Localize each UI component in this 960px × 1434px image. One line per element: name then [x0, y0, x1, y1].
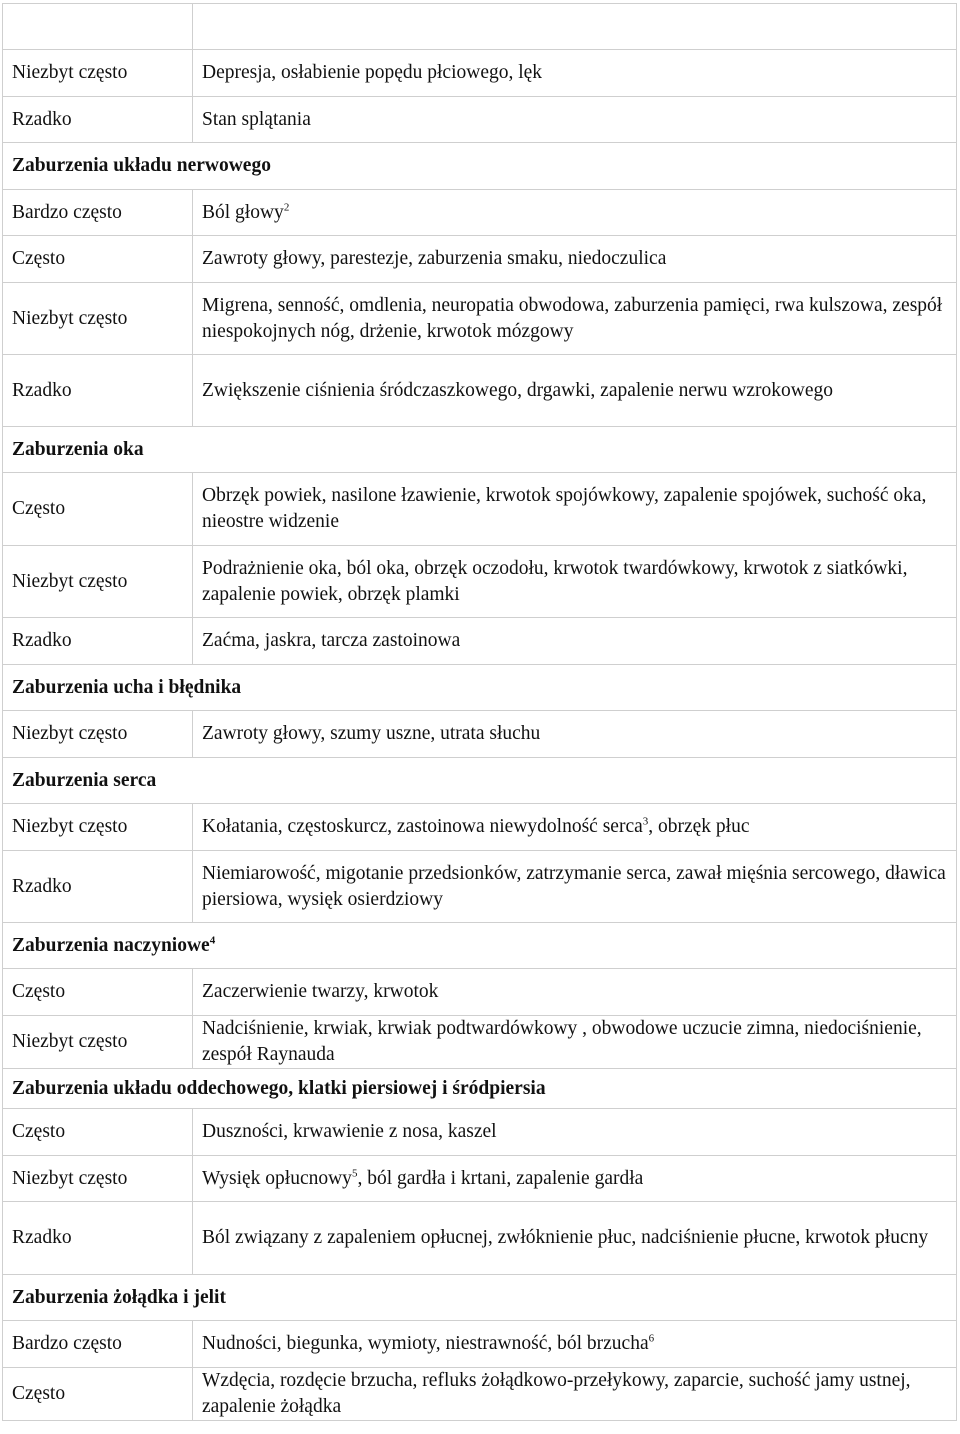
section-header-row — [3, 427, 957, 473]
effects-cell — [193, 1016, 957, 1069]
effects-text-continued: , ból gardła i krtani, zapalenie gardła — [357, 1167, 644, 1189]
frequency-cell: Rzadko — [3, 851, 193, 923]
frequency-cell: Rzadko — [3, 618, 193, 665]
frequency-cell: Rzadko — [3, 355, 193, 427]
section-title-text: Zaburzenia oka — [12, 438, 144, 460]
table-row — [3, 4, 957, 50]
table-row — [3, 546, 957, 618]
effects-text: Duszności, krwawienie z nosa, kaszel — [202, 1121, 497, 1142]
frequency-cell: Rzadko — [3, 1202, 193, 1275]
frequency-cell: Niezbyt często — [3, 546, 193, 618]
effects-text: Zaczerwienie twarzy, krwotok — [202, 981, 439, 1002]
effects-text: Ból związany z zapaleniem opłucnej, zwłóknienie płuc, nadciśnienie płucne, krwotok płucny — [202, 1227, 929, 1248]
effects-cell — [193, 969, 957, 1016]
effects-text: Podrażnienie oka, ból oka, obrzęk oczodołu, krwotok twardówkowy, krwotok z siatkówki, zapalenie powiek, obrzęk plamki — [202, 557, 908, 605]
effects-cell — [193, 711, 957, 758]
frequency-cell: Często — [3, 236, 193, 283]
table-row — [3, 711, 957, 758]
section-header-row — [3, 665, 957, 711]
adverse-effects-table-body — [3, 4, 957, 1421]
effects-cell — [193, 1202, 957, 1275]
section-title — [3, 1069, 957, 1109]
table-row — [3, 969, 957, 1016]
table-row — [3, 1202, 957, 1275]
effects-cell — [193, 851, 957, 923]
table-row — [3, 283, 957, 355]
section-title-text: Zaburzenia ucha i błędnika — [12, 676, 242, 698]
frequency-cell: Często — [3, 969, 193, 1016]
effects-text: Stan splątania — [202, 108, 311, 130]
effects-text: Nadciśnienie, krwiak, krwiak podtwardówkowy , obwodowe uczucie zimna, niedociśnienie, zespół Raynauda — [202, 1018, 922, 1065]
section-title-text: Zaburzenia układu nerwowego — [12, 155, 271, 176]
footnote-marker: 6 — [648, 1332, 655, 1345]
effects-text: Zaćma, jaskra, tarcza zastoinowa — [202, 630, 461, 651]
frequency-cell: Rzadko — [3, 97, 193, 143]
table-row — [3, 1109, 957, 1156]
table-row — [3, 1156, 957, 1202]
effects-cell — [193, 50, 957, 97]
section-header-row — [3, 143, 957, 190]
frequency-cell: Często — [3, 1368, 193, 1421]
section-header-row — [3, 1069, 957, 1109]
section-title — [3, 427, 957, 473]
effects-cell — [193, 1368, 957, 1421]
effects-cell — [193, 97, 957, 143]
section-header-row — [3, 758, 957, 804]
footnote-marker: 4 — [209, 934, 216, 946]
table-row — [3, 236, 957, 283]
effects-text: Nudności, biegunka, wymioty, niestrawność, ból brzucha — [202, 1333, 649, 1354]
effects-cell — [193, 4, 957, 50]
section-header-row — [3, 1275, 957, 1321]
effects-text: Obrzęk powiek, nasilone łzawienie, krwotok spojówkowy, zapalenie spojówek, suchość oka, nieostre widzenie — [202, 485, 927, 532]
table-row — [3, 190, 957, 236]
effects-cell — [193, 546, 957, 618]
effects-cell — [193, 1156, 957, 1202]
frequency-cell: Niezbyt często — [3, 804, 193, 851]
footnote-marker: 5 — [351, 1167, 358, 1179]
frequency-cell: Bardzo często — [3, 1321, 193, 1368]
effects-text: Ból głowy — [202, 201, 284, 223]
effects-cell — [193, 1109, 957, 1156]
effects-text: Zawroty głowy, parestezje, zaburzenia smaku, niedoczulica — [202, 248, 667, 269]
effects-cell — [193, 1321, 957, 1368]
table-row — [3, 50, 957, 97]
frequency-cell: Niezbyt często — [3, 1156, 193, 1202]
effects-cell — [193, 236, 957, 283]
effects-text: Depresja, osłabienie popędu płciowego, lęk — [202, 62, 543, 83]
frequency-cell: Bardzo często — [3, 190, 193, 236]
effects-cell — [193, 355, 957, 427]
effects-cell — [193, 804, 957, 851]
table-row — [3, 1016, 957, 1069]
footnote-marker: 2 — [283, 201, 290, 213]
table-row — [3, 355, 957, 427]
frequency-cell: Niezbyt często — [3, 283, 193, 355]
section-title — [3, 758, 957, 804]
frequency-cell: Niezbyt często — [3, 711, 193, 758]
table-row — [3, 851, 957, 923]
effects-text-continued: , obrzęk płuc — [648, 816, 750, 837]
effects-text: Wysięk opłucnowy — [202, 1167, 352, 1189]
effects-cell — [193, 618, 957, 665]
table-row — [3, 473, 957, 546]
table-row — [3, 97, 957, 143]
section-title-text: Zaburzenia żołądka i jelit — [12, 1286, 226, 1308]
section-header-row — [3, 923, 957, 969]
section-title — [3, 923, 957, 969]
effects-text: Zwiększenie ciśnienia śródczaszkowego, drgawki, zapalenie nerwu wzrokowego — [202, 379, 833, 401]
frequency-cell: Często — [3, 1109, 193, 1156]
section-title — [3, 1275, 957, 1321]
section-title-text: Zaburzenia układu oddechowego, klatki piersiowej i śródpiersia — [12, 1077, 546, 1099]
effects-text: Zawroty głowy, szumy uszne, utrata słuchu — [202, 723, 541, 744]
effects-text: Migrena, senność, omdlenia, neuropatia obwodowa, zaburzenia pamięci, rwa kulszowa, zespół niespokojnych nóg, drżenie, krwotok mózgowy — [202, 294, 943, 342]
table-row — [3, 804, 957, 851]
effects-cell — [193, 190, 957, 236]
effects-cell — [193, 283, 957, 355]
section-title-text: Zaburzenia naczyniowe — [12, 934, 210, 956]
effects-text: Niemiarowość, migotanie przedsionków, zatrzymanie serca, zawał mięśnia sercowego, dławica piersiowa, wysięk osierdziowy — [202, 862, 946, 910]
section-title — [3, 143, 957, 190]
effects-text: Wzdęcia, rozdęcie brzucha, refluks żołądkowo-przełykowy, zaparcie, suchość jamy ustnej, zapalenie żołądka — [202, 1370, 911, 1417]
table-row — [3, 1368, 957, 1421]
footnote-marker: 3 — [642, 815, 649, 828]
section-title — [3, 665, 957, 711]
table-row — [3, 618, 957, 665]
section-title-text: Zaburzenia serca — [12, 769, 157, 791]
frequency-cell: Niezbyt często — [3, 1016, 193, 1069]
table-row — [3, 1321, 957, 1368]
frequency-cell: Często — [3, 473, 193, 546]
frequency-cell — [3, 4, 193, 50]
effects-cell — [193, 473, 957, 546]
frequency-cell: Niezbyt często — [3, 50, 193, 97]
adverse-effects-table — [2, 3, 957, 1421]
effects-text: Kołatania, częstoskurcz, zastoinowa niewydolność serca — [202, 816, 643, 837]
